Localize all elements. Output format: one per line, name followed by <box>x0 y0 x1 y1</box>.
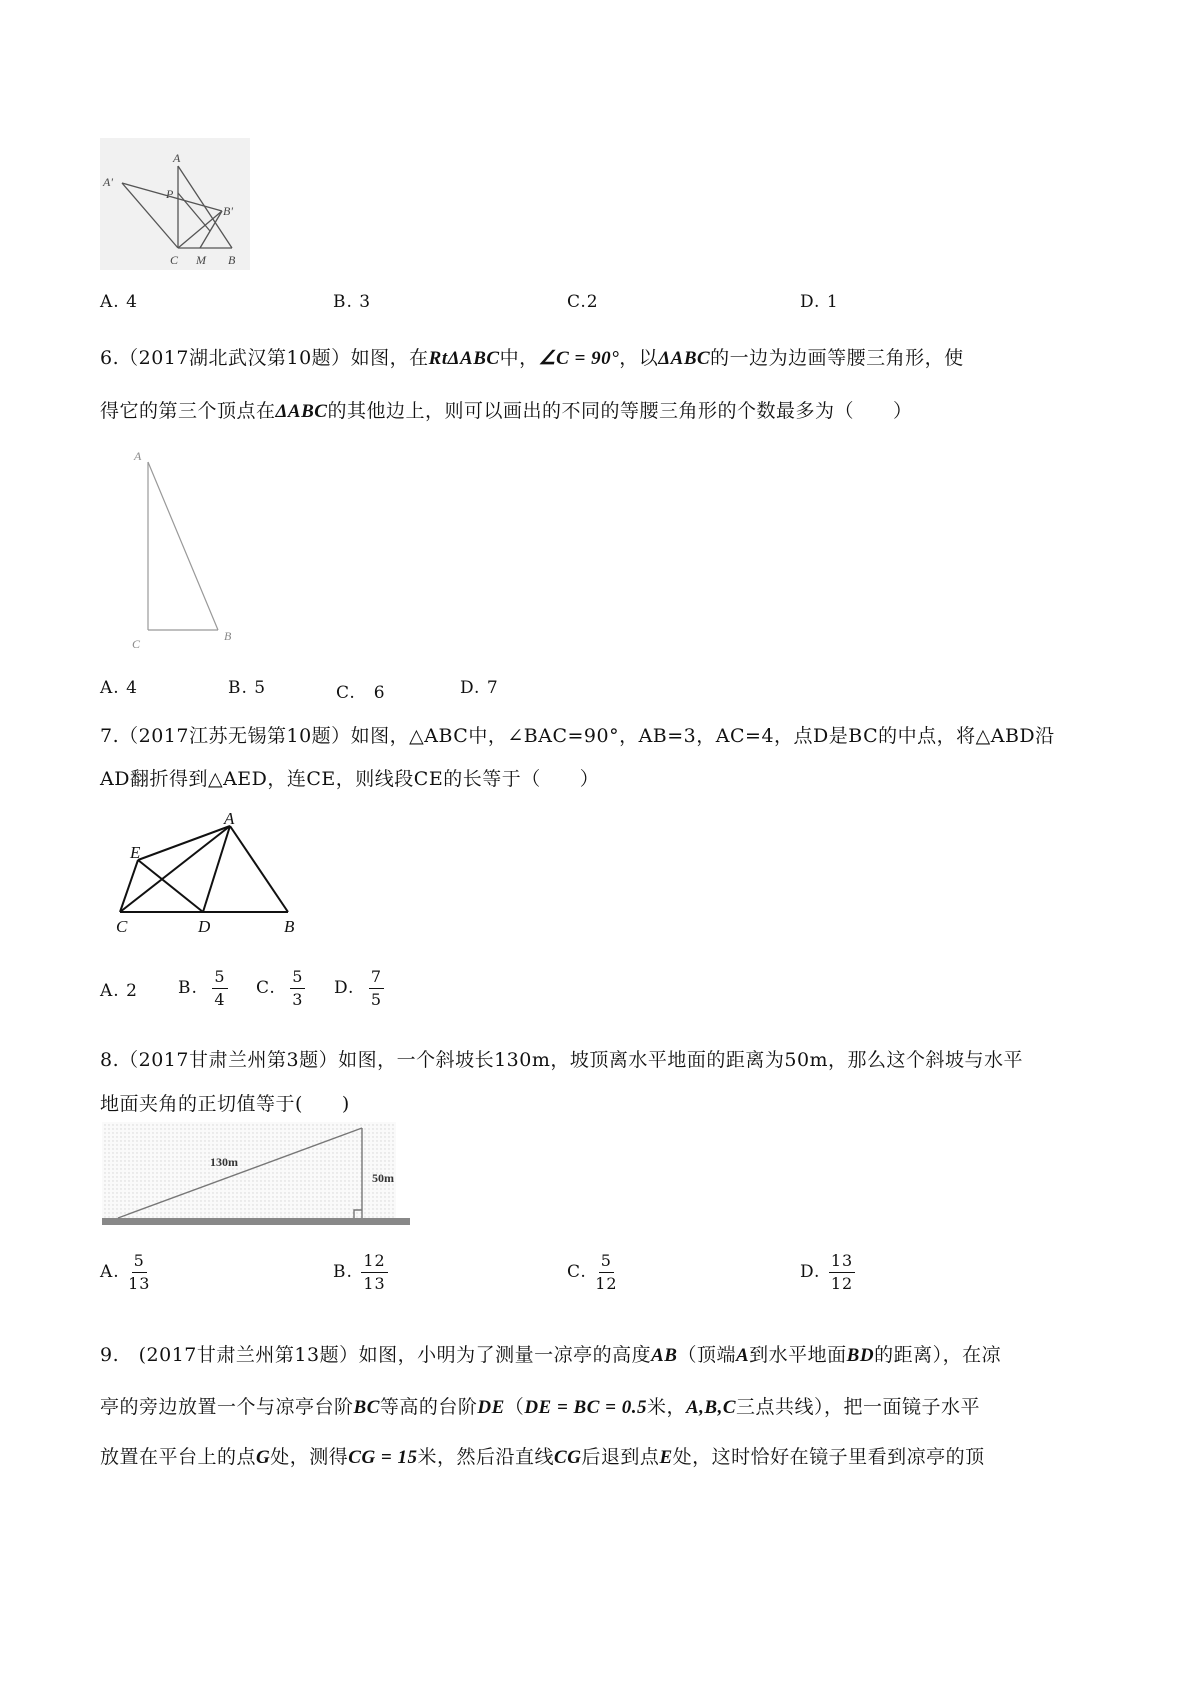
q7-option-b-fraction <box>212 966 227 1011</box>
q6-rt-abc: RtΔABC <box>428 348 500 369</box>
q9-line3 <box>100 1442 985 1469</box>
q7-label-e: E <box>130 843 141 862</box>
q8-option-a-fraction <box>128 1250 150 1295</box>
q9-line2-a: 亭的旁边放置一个与凉亭台阶 <box>100 1396 354 1418</box>
q6-diagram <box>120 440 250 660</box>
q6-tri2: ΔABC <box>275 401 328 422</box>
q9-line1 <box>100 1340 1001 1367</box>
q6-line1-prefix: 6.（2017湖北武汉第10题）如图，在 <box>100 347 429 369</box>
q8-option-d-fraction <box>829 1250 855 1295</box>
q5-diagram <box>100 138 250 270</box>
q8-diagram <box>100 1120 412 1228</box>
q9-e: E <box>659 1447 673 1468</box>
q5-label-m: M <box>196 253 206 267</box>
q5-label-a-prime: A' <box>103 175 113 189</box>
q8-option-a <box>100 1250 150 1295</box>
q5-option-c: C.2 <box>567 292 599 312</box>
q9-g: G <box>256 1447 271 1468</box>
q7-label-d: D <box>198 917 211 936</box>
q7-line1: 7.（2017江苏无锡第10题）如图，△ABC中，∠BAC=90°，AB=3，AC=4，点D是BC的中点，将△ABD沿 <box>100 725 1055 747</box>
q5-option-b: B. 3 <box>333 292 372 312</box>
q6-figure <box>120 440 250 660</box>
q9-line2-b: 等高的台阶 <box>379 1396 478 1418</box>
q8-option-c-label: C. <box>567 1262 587 1282</box>
q9-cg: CG <box>554 1447 582 1468</box>
q8-line1: 8.（2017甘肃兰州第3题）如图，一个斜坡长130m，坡顶离水平地面的距离为50m，那么这个斜坡与水平 <box>100 1049 1024 1071</box>
q7-diagram <box>108 808 308 938</box>
q7-option-b-num: 5 <box>212 966 227 989</box>
q9-line3-b: 处，测得 <box>270 1446 349 1468</box>
q9-ab: AB <box>651 1345 678 1366</box>
q6-line2 <box>100 396 912 423</box>
q8-option-d-den: 12 <box>830 1274 854 1293</box>
q7-option-c-den: 3 <box>292 990 304 1009</box>
q8-figure <box>100 1120 412 1228</box>
q9-line1-a: 9. (2017甘肃兰州第13题）如图，小明为了测量一凉亭的高度 <box>100 1344 652 1366</box>
q8-option-c-fraction <box>595 1250 617 1295</box>
q9-de: DE <box>477 1397 505 1418</box>
q9-bd: BD <box>846 1345 875 1366</box>
q8-option-d <box>800 1250 855 1295</box>
q8-option-d-label: D. <box>800 1262 821 1282</box>
q7-option-a <box>100 981 138 1001</box>
q8-option-a-label: A. <box>100 1262 120 1282</box>
q7-option-d-label: D. <box>334 978 355 998</box>
q7-option-d <box>334 966 384 1011</box>
q9-a: A <box>735 1345 750 1366</box>
q6-line1 <box>100 343 964 370</box>
q9-bc: BC <box>353 1397 380 1418</box>
q5-label-p: P <box>166 187 174 201</box>
q8-option-c-den: 12 <box>595 1274 618 1293</box>
q9-line2-d: 米， <box>646 1396 686 1418</box>
q6-line1-suffix: 的一边为边画等腰三角形，使 <box>710 347 964 369</box>
q9-line3-c: 米，然后沿直线 <box>417 1446 555 1468</box>
q8-option-b <box>333 1250 388 1295</box>
q9-line2-c: （ <box>504 1396 525 1418</box>
q8-line2: 地面夹角的正切值等于( ) <box>100 1093 350 1115</box>
q5-label-c: C <box>170 253 179 267</box>
q6-option-c: C. 6 <box>336 683 386 703</box>
q9-line3-e: 处，这时恰好在镜子里看到凉亭的顶 <box>672 1446 985 1468</box>
q5-label-b: B <box>228 253 236 267</box>
q8-option-b-den: 13 <box>363 1274 386 1293</box>
q9-eq1: DE = BC = 0.5 <box>524 1397 647 1418</box>
q7-label-b: B <box>284 917 295 936</box>
q9-line1-b: （顶端 <box>677 1344 736 1366</box>
q7-option-d-num: 7 <box>369 966 384 989</box>
q9-abc: A,B,C <box>685 1397 737 1418</box>
q8-option-b-label: B. <box>333 1262 353 1282</box>
q6-option-d: D. 7 <box>460 678 499 698</box>
q5-option-a: A. 4 <box>100 292 138 312</box>
q7-label-a: A <box>224 809 235 828</box>
q9-line2-e: 三点共线），把一面镜子水平 <box>736 1396 981 1418</box>
q8-option-a-num: 5 <box>132 1250 147 1273</box>
q6-label-c: C <box>132 637 141 651</box>
q8-label-slope: 130m <box>210 1155 238 1169</box>
q7-option-b <box>178 966 228 1011</box>
q6-line2-suffix: 的其他边上，则可以画出的不同的等腰三角形的个数最多为（ ） <box>327 400 913 422</box>
q7-option-c-fraction <box>290 966 305 1011</box>
q6-option-a: A. 4 <box>100 678 138 698</box>
q6-label-a: A <box>134 449 142 463</box>
q9-line3-a: 放置在平台上的点 <box>100 1446 257 1468</box>
q8-option-b-num: 12 <box>361 1250 387 1273</box>
q7-option-b-label: B. <box>178 978 198 998</box>
q9-line3-d: 后退到点 <box>581 1446 660 1468</box>
q6-label-b: B <box>224 629 232 643</box>
q8-label-height: 50m <box>372 1171 394 1185</box>
q6-tri: ΔABC <box>658 348 711 369</box>
q7-option-c-label: C. <box>256 978 276 998</box>
q8-option-b-fraction <box>361 1250 387 1295</box>
q8-option-d-num: 13 <box>829 1250 855 1273</box>
q5-option-d: D. 1 <box>800 292 839 312</box>
q7-option-c-num: 5 <box>290 966 305 989</box>
q7-option-c <box>256 966 305 1011</box>
q5-label-a: A <box>173 151 181 165</box>
q6-line2-prefix: 得它的第三个顶点在 <box>100 400 276 422</box>
q5-figure <box>100 138 250 270</box>
q7-option-d-fraction <box>369 966 384 1011</box>
q5-label-b-prime: B' <box>223 204 233 218</box>
q8-option-c-num: 5 <box>599 1250 614 1273</box>
q9-line2 <box>100 1392 980 1419</box>
q7-figure <box>108 808 308 938</box>
q6-line1-mid: 中， <box>499 347 539 369</box>
q9-line1-c: 到水平地面 <box>749 1344 847 1366</box>
q7-label-c: C <box>116 917 128 936</box>
q7-option-a-label: A. 2 <box>100 981 138 1001</box>
q6-option-b: B. 5 <box>228 678 267 698</box>
q9-eq2: CG = 15 <box>348 1447 418 1468</box>
q9-line1-d: 的距离），在凉 <box>874 1344 1002 1366</box>
q8-option-c <box>567 1250 618 1295</box>
q7-option-b-den: 4 <box>214 990 226 1009</box>
q8-option-a-den: 13 <box>128 1274 151 1293</box>
q6-angle: ∠C = 90° <box>538 348 620 369</box>
q6-line1-mid2: ，以 <box>619 347 659 369</box>
q7-line2: AD翻折得到△AED，连CE，则线段CE的长等于（ ） <box>100 768 600 790</box>
q7-option-d-den: 5 <box>370 990 383 1009</box>
